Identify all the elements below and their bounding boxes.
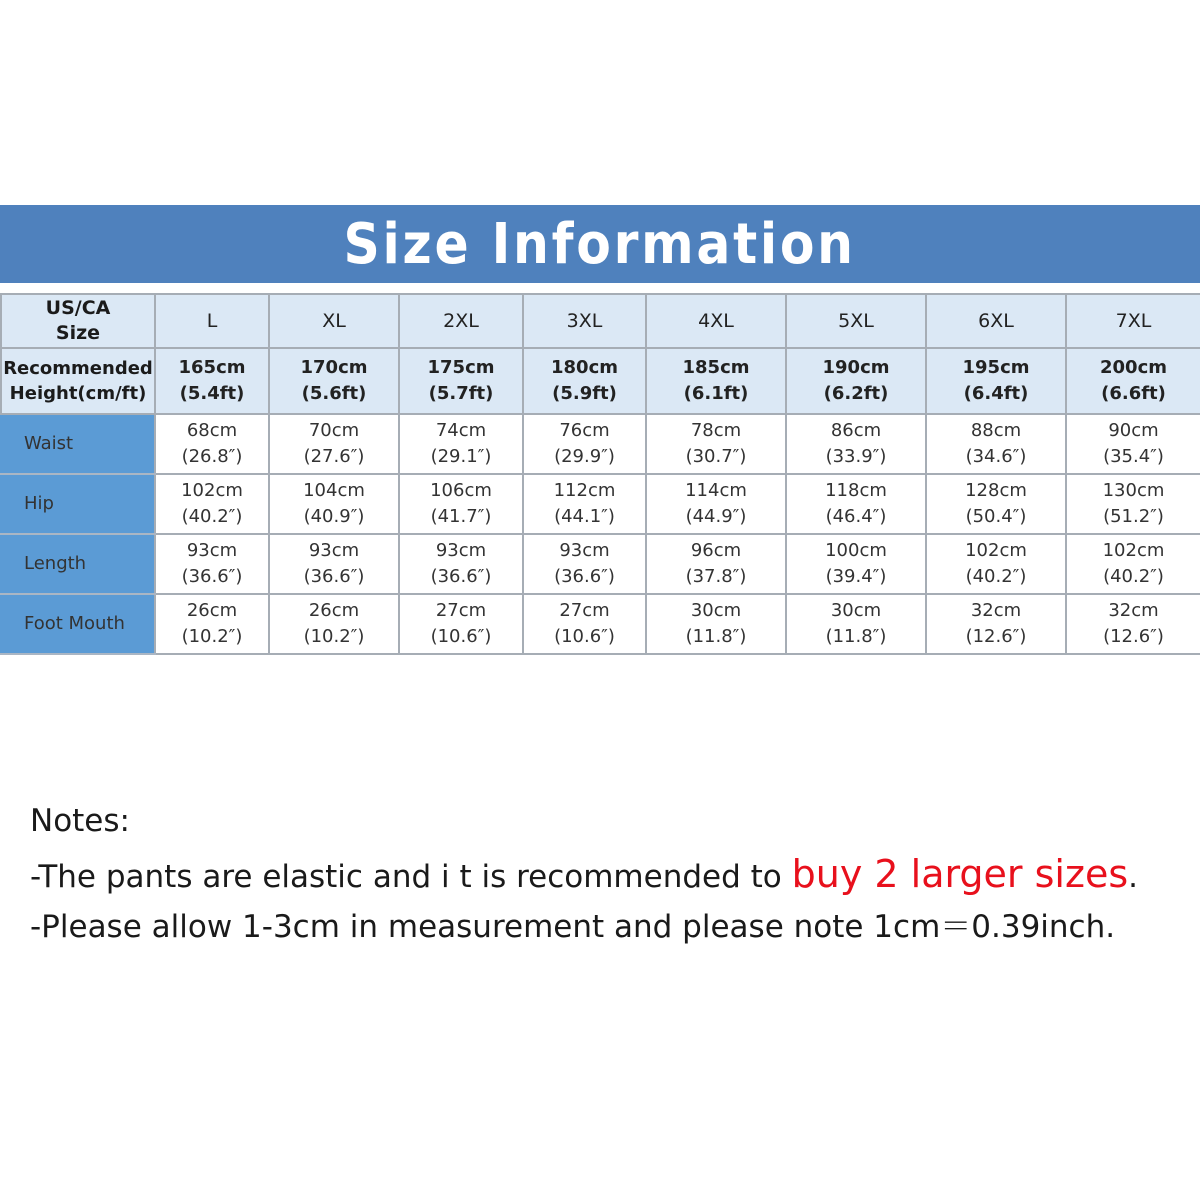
measurement-cell-line: (39.4″) — [825, 566, 887, 587]
height-cell — [926, 348, 1066, 414]
measurement-cell-line: 78cm — [690, 420, 742, 441]
measurement-cell — [399, 414, 523, 474]
measurement-cell — [646, 534, 786, 594]
notes-heading: Notes: — [30, 803, 130, 839]
measurement-cell-line: (10.6″) — [554, 626, 615, 647]
row-label: Waist — [1, 414, 155, 474]
measurement-cell-line: 106cm — [430, 480, 492, 501]
measurement-cell-line: (37.8″) — [685, 566, 747, 587]
measurement-cell-line: 112cm — [553, 480, 616, 501]
height-cell-line: (6.2ft) — [823, 383, 889, 404]
measurement-cell-line: 86cm — [830, 420, 882, 441]
measurement-cell — [269, 474, 399, 534]
height-cell-line: (6.6ft) — [1101, 383, 1166, 404]
measurement-cell-line: (27.6″) — [303, 446, 365, 467]
note-1-period: . — [1128, 859, 1138, 895]
measurement-cell-line: 74cm — [435, 420, 487, 441]
size-header-cell: 2XL — [399, 294, 523, 348]
measurement-cell — [926, 594, 1066, 654]
size-header-cell: 6XL — [926, 294, 1066, 348]
measurement-cell-line: 88cm — [970, 420, 1022, 441]
table-row — [1, 474, 1200, 534]
height-cell-line: 195cm — [962, 357, 1030, 378]
measurement-cell-line: 26cm — [186, 600, 238, 621]
height-cell-line: 200cm — [1100, 357, 1167, 378]
measurement-cell-line: (35.4″) — [1103, 446, 1164, 467]
measurement-cell — [786, 474, 926, 534]
height-cell-line: 185cm — [682, 357, 750, 378]
measurement-cell-line: (34.6″) — [965, 446, 1027, 467]
title-banner — [0, 205, 1200, 283]
measurement-cell-line: (36.6″) — [303, 566, 365, 587]
measurement-cell-line: 104cm — [303, 480, 365, 501]
size-header-row — [1, 294, 1200, 348]
measurement-cell — [155, 414, 269, 474]
measurement-cell-line: 93cm — [308, 540, 360, 561]
measurement-cell-line: (10.2″) — [303, 626, 365, 647]
note-1-highlight: buy 2 larger sizes — [791, 852, 1129, 896]
measurement-cell-line: 30cm — [690, 600, 742, 621]
height-cell-line: 175cm — [427, 357, 495, 378]
size-header-label-line: US/CA — [45, 297, 111, 319]
height-cell — [786, 348, 926, 414]
measurement-cell-line: 32cm — [1108, 600, 1159, 621]
measurement-cell-line: 96cm — [690, 540, 742, 561]
size-header-cell: 4XL — [646, 294, 786, 348]
measurement-cell-line: (40.2″) — [181, 506, 243, 527]
height-cell-line: 190cm — [822, 357, 890, 378]
height-cell-line: (5.7ft) — [428, 383, 494, 404]
size-header-label-line: Size — [55, 322, 101, 344]
height-label-line: Recommended — [3, 358, 153, 379]
measurement-cell-line: (40.2″) — [1103, 566, 1164, 587]
row-label: Hip — [1, 474, 155, 534]
measurement-cell — [1066, 534, 1200, 594]
measurement-cell-line: 76cm — [559, 420, 610, 441]
table-row — [1, 534, 1200, 594]
measurement-cell-line: (11.8″) — [685, 626, 747, 647]
row-label: Foot Mouth — [1, 594, 155, 654]
measurement-cell-line: 114cm — [685, 480, 747, 501]
height-cell-line: 170cm — [300, 357, 368, 378]
measurement-cell-line: (29.9″) — [554, 446, 615, 467]
measurement-cell — [523, 474, 646, 534]
measurement-cell — [399, 594, 523, 654]
measurement-cell-line: (10.2″) — [181, 626, 243, 647]
measurement-cell-line: (51.2″) — [1103, 506, 1164, 527]
height-cell-line: (5.4ft) — [179, 383, 245, 404]
measurement-cell-line: (36.6″) — [430, 566, 492, 587]
height-cell — [523, 348, 646, 414]
measurement-cell-line: (41.7″) — [430, 506, 492, 527]
measurement-cell — [269, 534, 399, 594]
measurement-cell — [155, 594, 269, 654]
height-cell-line: (5.6ft) — [301, 383, 367, 404]
notes-section — [30, 795, 1190, 954]
measurement-cell — [523, 594, 646, 654]
measurement-cell — [786, 414, 926, 474]
size-header-cell: 7XL — [1066, 294, 1200, 348]
measurement-cell-line: 30cm — [830, 600, 882, 621]
measurement-cell-line: (44.9″) — [685, 506, 747, 527]
height-cell — [399, 348, 523, 414]
measurement-cell — [646, 474, 786, 534]
measurement-cell-line: 68cm — [186, 420, 238, 441]
size-header-cell: L — [155, 294, 269, 348]
measurement-cell — [1066, 414, 1200, 474]
measurement-cell-line: 118cm — [825, 480, 887, 501]
measurement-cell-line: (36.6″) — [554, 566, 615, 587]
measurement-cell-line: (36.6″) — [181, 566, 243, 587]
measurement-cell — [269, 594, 399, 654]
row-label: Length — [1, 534, 155, 594]
measurement-cell-line: 93cm — [435, 540, 487, 561]
measurement-cell-line: (11.8″) — [825, 626, 887, 647]
measurement-cell-line: 93cm — [559, 540, 610, 561]
measurement-cell-line: (26.8″) — [181, 446, 243, 467]
measurement-cell-line: (50.4″) — [965, 506, 1027, 527]
note-1-text: -The pants are elastic and i t is recommended to — [30, 859, 792, 895]
measurement-cell-line: 102cm — [181, 480, 243, 501]
height-cell-line: 180cm — [551, 357, 618, 378]
height-cell-line: 165cm — [178, 357, 246, 378]
measurement-cell — [646, 414, 786, 474]
measurement-cell-line: 93cm — [186, 540, 238, 561]
measurement-cell-line: (40.9″) — [303, 506, 365, 527]
measurement-cell — [786, 594, 926, 654]
height-cell — [646, 348, 786, 414]
measurement-cell-line: 26cm — [308, 600, 360, 621]
measurement-cell-line: 70cm — [308, 420, 360, 441]
note-line-1 — [30, 848, 1190, 901]
height-label-line: Height(cm/ft) — [9, 383, 147, 404]
measurement-cell — [1066, 474, 1200, 534]
measurement-cell — [399, 534, 523, 594]
measurement-cell — [926, 534, 1066, 594]
measurement-cell — [786, 534, 926, 594]
measurement-cell-line: (12.6″) — [1103, 626, 1164, 647]
measurement-cell-line: (40.2″) — [965, 566, 1027, 587]
measurement-cell-line: 130cm — [1102, 480, 1165, 501]
measurement-cell-line: 102cm — [1102, 540, 1165, 561]
height-row — [1, 348, 1200, 414]
measurement-cell — [399, 474, 523, 534]
height-cell-line: (6.4ft) — [963, 383, 1029, 404]
measurement-cell-line: 27cm — [435, 600, 487, 621]
measurement-cell — [523, 414, 646, 474]
measurement-cell — [926, 474, 1066, 534]
measurement-cell-line: (29.1″) — [430, 446, 492, 467]
measurement-cell-line: (46.4″) — [825, 506, 887, 527]
measurement-cell — [155, 474, 269, 534]
measurement-cell-line: (10.6″) — [430, 626, 492, 647]
height-cell-line: (5.9ft) — [552, 383, 617, 404]
measurement-cell-line: 100cm — [825, 540, 887, 561]
size-header-label — [1, 294, 155, 348]
measurement-cell — [926, 414, 1066, 474]
note-line-2: -Please allow 1-3cm in measurement and please note 1cm＝0.39inch. — [30, 909, 1116, 945]
height-cell-line: (6.1ft) — [683, 383, 749, 404]
table-row — [1, 414, 1200, 474]
height-cell — [269, 348, 399, 414]
measurement-cell-line: 90cm — [1108, 420, 1159, 441]
measurement-cell-line: 27cm — [559, 600, 610, 621]
measurement-cell-line: 32cm — [970, 600, 1022, 621]
page-title: Size Information — [343, 211, 857, 277]
measurement-cell — [269, 414, 399, 474]
table-row — [1, 594, 1200, 654]
size-header-cell: XL — [269, 294, 399, 348]
height-cell — [1066, 348, 1200, 414]
height-label — [1, 348, 155, 414]
size-header-cell: 5XL — [786, 294, 926, 348]
measurement-cell — [155, 534, 269, 594]
measurement-cell-line: (44.1″) — [554, 506, 615, 527]
height-cell — [155, 348, 269, 414]
measurement-cell-line: (12.6″) — [965, 626, 1027, 647]
size-header-cell: 3XL — [523, 294, 646, 348]
measurement-cell-line: 102cm — [965, 540, 1027, 561]
size-chart-table — [0, 293, 1200, 655]
measurement-cell — [523, 534, 646, 594]
measurement-cell-line: (33.9″) — [825, 446, 887, 467]
measurement-cell — [1066, 594, 1200, 654]
measurement-cell-line: (30.7″) — [685, 446, 747, 467]
measurement-cell — [646, 594, 786, 654]
measurement-cell-line: 128cm — [965, 480, 1027, 501]
